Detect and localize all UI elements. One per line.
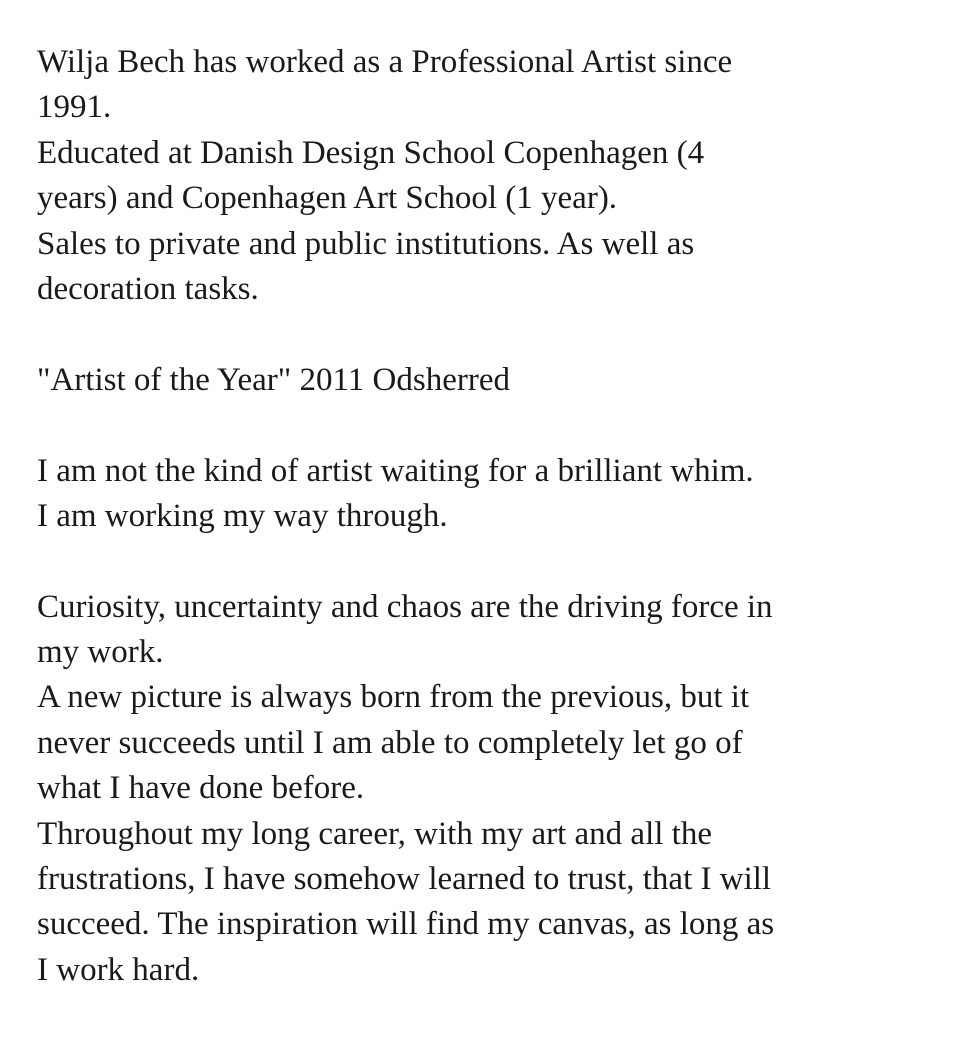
text-line: I am not the kind of artist waiting for a brilliant whim.: [37, 452, 754, 489]
text-line: I work hard.: [37, 951, 200, 988]
text-line: what I have done before.: [37, 770, 365, 807]
text-line: I am working my way through.: [37, 497, 448, 534]
text-line: succeed. The inspiration will find my canvas, as long as: [37, 906, 775, 943]
paragraph-spacer: [37, 539, 937, 584]
philosophy-paragraph: [37, 585, 937, 994]
text-line: decoration tasks.: [37, 270, 259, 307]
text-line: Sales to private and public institutions. As well as: [37, 225, 695, 262]
text-line: years) and Copenhagen Art School (1 year).: [37, 180, 618, 217]
award-line: "Artist of the Year" 2011 Odsherred: [37, 361, 510, 398]
intro-paragraph: [37, 40, 937, 312]
artist-bio: [37, 40, 937, 993]
text-line: never succeeds until I am able to completely let go of: [37, 724, 743, 761]
text-line: A new picture is always born from the previous, but it: [37, 679, 750, 716]
text-line: Educated at Danish Design School Copenhagen (4: [37, 134, 705, 171]
paragraph-spacer: [37, 312, 937, 357]
award-paragraph: [37, 358, 937, 403]
text-line: Wilja Bech has worked as a Professional Artist since: [37, 44, 733, 80]
approach-paragraph: [37, 449, 937, 540]
text-line: Throughout my long career, with my art and all the: [37, 815, 712, 852]
paragraph-spacer: [37, 403, 937, 448]
text-line: 1991.: [37, 89, 112, 126]
text-line: frustrations, I have somehow learned to trust, that I will: [37, 861, 772, 898]
text-line: my work.: [37, 634, 164, 671]
text-line: Curiosity, uncertainty and chaos are the driving force in: [37, 588, 773, 625]
